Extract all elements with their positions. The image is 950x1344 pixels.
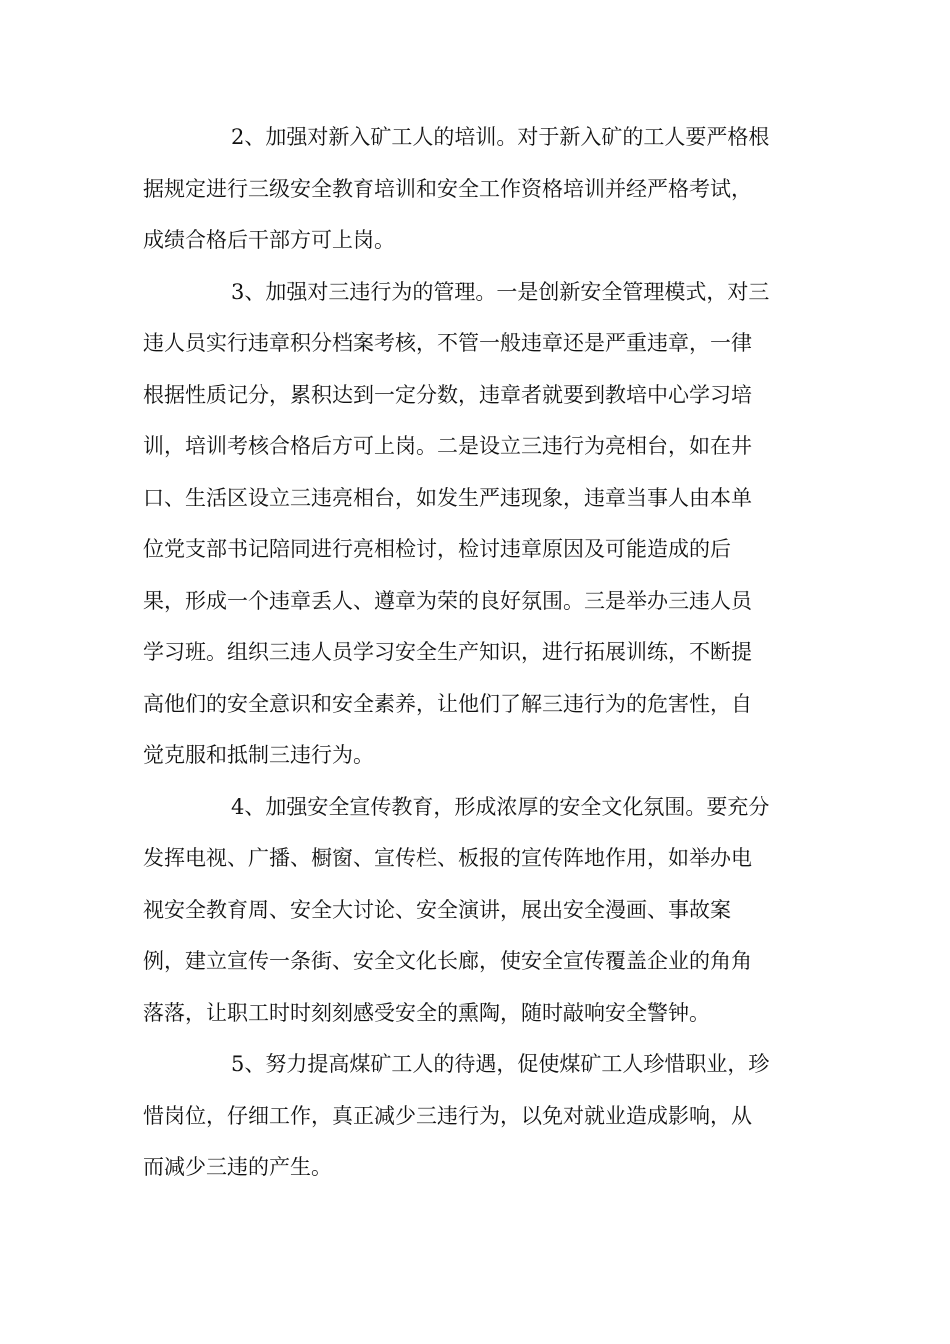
paragraph-worker-treatment: [143, 1039, 807, 1194]
text-line: 发挥电视、广播、橱窗、宣传栏、板报的宣传阵地作用，如举办电: [143, 846, 752, 870]
text-line: 违人员实行违章积分档案考核，不管一般违章还是严重违章，一律: [143, 331, 752, 355]
text-line: 2、加强对新入矿工人的培训。对于新入矿的工人要严格根: [231, 125, 770, 149]
text-line: 高他们的安全意识和安全素养，让他们了解三违行为的危害性，自: [143, 691, 752, 716]
text-line: 根据性质记分，累积达到一定分数，违章者就要到教培中心学习培: [143, 382, 752, 407]
text-line: 5、努力提高煤矿工人的待遇，促使煤矿工人珍惜职业，珍: [231, 1052, 770, 1076]
text-line: 成绩合格后干部方可上岗。: [143, 228, 395, 252]
text-line: 位党支部书记陪同进行亮相检讨，检讨违章原因及可能造成的后: [143, 537, 731, 561]
paragraph-new-worker-training: [143, 112, 807, 267]
text-line: 4、加强安全宣传教育，形成浓厚的安全文化氛围。要充分: [231, 794, 770, 819]
text-line: 例，建立宣传一条街、安全文化长廊，使安全宣传覆盖企业的角角: [143, 949, 752, 973]
text-line: 惜岗位，仔细工作，真正减少三违行为，以免对就业造成影响，从: [143, 1103, 752, 1128]
text-line: 觉克服和抵制三违行为。: [143, 743, 374, 767]
text-line: 据规定进行三级安全教育培训和安全工作资格培训并经严格考试，: [143, 176, 752, 201]
text-line: 3、加强对三违行为的管理。一是创新安全管理模式，对三: [231, 279, 770, 304]
paragraph-three-violations-management: [143, 267, 807, 782]
text-line: 果，形成一个违章丢人、遵章为荣的良好氛围。三是举办三违人员: [143, 588, 752, 613]
text-line: 而减少三违的产生。: [143, 1155, 332, 1179]
document-body: [143, 112, 807, 1194]
text-line: 训，培训考核合格后方可上岗。二是设立三违行为亮相台，如在井: [143, 434, 752, 458]
text-line: 落落，让职工时时刻刻感受安全的熏陶，随时敲响安全警钟。: [143, 1000, 710, 1025]
text-line: 学习班。组织三违人员学习安全生产知识，进行拓展训练，不断提: [143, 640, 752, 664]
text-line: 视安全教育周、安全大讨论、安全演讲，展出安全漫画、事故案: [143, 897, 731, 922]
paragraph-safety-publicity: [143, 782, 807, 1040]
text-line: 口、生活区设立三违亮相台，如发生严违现象，违章当事人由本单: [143, 485, 752, 510]
